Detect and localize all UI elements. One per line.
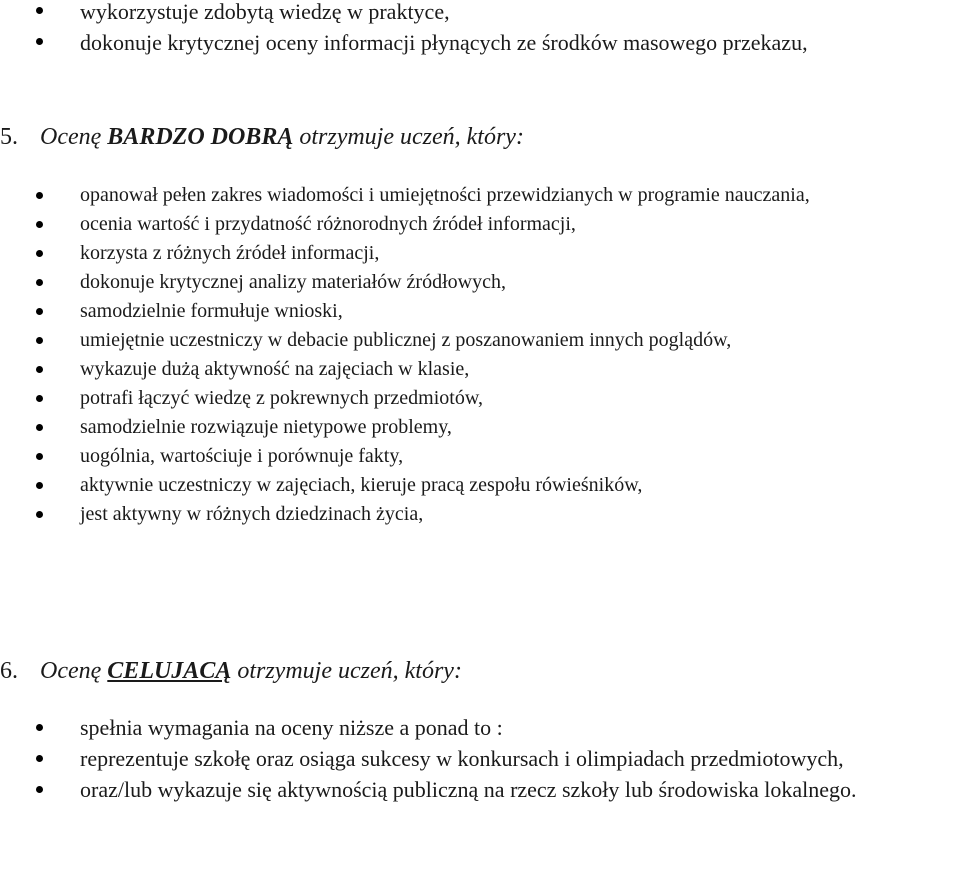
bullet-icon — [36, 511, 43, 518]
list-item — [0, 326, 900, 355]
bullet-icon — [36, 192, 43, 199]
list-item — [0, 239, 900, 268]
list-item-text: wykazuje dużą aktywność na zajęciach w klasie, — [80, 358, 470, 380]
list-item-text: wykorzystuje zdobytą wiedzę w praktyce, — [80, 0, 450, 24]
list-item-text: aktywnie uczestniczy w zajęciach, kieruje pracą zespołu rówieśników, — [80, 474, 643, 496]
list-item — [0, 355, 900, 384]
list-item-text: potrafi łączyć wiedzę z pokrewnych przedmiotów, — [80, 387, 483, 409]
list-item-text: reprezentuje szkołę oraz osiąga sukcesy w konkursach i olimpiadach przedmiotowych, — [80, 746, 844, 771]
list-item-text: samodzielnie rozwiązuje nietypowe problemy, — [80, 416, 452, 438]
bullet-icon — [36, 38, 43, 45]
list-item — [0, 0, 960, 27]
list-item — [0, 413, 900, 442]
list-item — [0, 27, 960, 58]
list-item-text: ocenia wartość i przydatność różnorodnych źródeł informacji, — [80, 213, 576, 235]
bullet-icon — [36, 482, 43, 489]
list-item-text: samodzielnie formułuje wnioski, — [80, 300, 343, 322]
bullet-icon — [36, 724, 43, 731]
list-item-text: dokonuje krytycznej analizy materiałów źródłowych, — [80, 271, 506, 293]
list-item-text: spełnia wymagania na oceny niższe a ponad to : — [80, 715, 503, 740]
list-item-text: korzysta z różnych źródeł informacji, — [80, 242, 380, 264]
section-5-heading — [0, 122, 524, 152]
list-item — [0, 181, 900, 210]
list-item — [0, 268, 900, 297]
heading-intro: Ocenę — [40, 658, 108, 684]
section-number: 6. — [0, 658, 18, 684]
bullet-icon — [36, 337, 43, 344]
bullet-icon — [36, 279, 43, 286]
bullet-icon — [36, 755, 43, 762]
list-item — [0, 210, 900, 239]
bullet-icon — [36, 221, 43, 228]
section-6-heading — [0, 656, 462, 686]
heading-outro: otrzymuje uczeń, który: — [231, 658, 462, 684]
bullet-icon — [36, 7, 43, 14]
list-item — [0, 774, 940, 805]
bullet-icon — [36, 453, 43, 460]
list-item-text: oraz/lub wykazuje się aktywnością publiczną na rzecz szkoły lub środowiska lokalnego. — [80, 777, 857, 802]
section-6-list — [0, 712, 940, 805]
top-bullet-list — [0, 0, 960, 58]
heading-outro: otrzymuje uczeń, który: — [293, 124, 524, 150]
section-number: 5. — [0, 124, 18, 150]
list-item — [0, 500, 900, 529]
list-item-text: jest aktywny w różnych dziedzinach życia, — [80, 503, 424, 525]
grade-label: CELUJACĄ — [107, 658, 232, 684]
bullet-icon — [36, 308, 43, 315]
list-item-text: dokonuje krytycznej oceny informacji płynących ze środków masowego przekazu, — [80, 30, 808, 55]
bullet-icon — [36, 424, 43, 431]
bullet-icon — [36, 786, 43, 793]
list-item — [0, 471, 900, 500]
list-item — [0, 384, 900, 413]
list-item — [0, 712, 940, 743]
bullet-icon — [36, 366, 43, 373]
list-item-text: umiejętnie uczestniczy w debacie publicznej z poszanowaniem innych poglądów, — [80, 329, 732, 351]
bullet-icon — [36, 395, 43, 402]
list-item-text: uogólnia, wartościuje i porównuje fakty, — [80, 445, 404, 467]
heading-intro: Ocenę — [40, 124, 108, 150]
list-item — [0, 297, 900, 326]
grade-label: BARDZO DOBRĄ — [107, 124, 294, 150]
bullet-icon — [36, 250, 43, 257]
list-item — [0, 743, 940, 774]
list-item — [0, 442, 900, 471]
list-item-text: opanował pełen zakres wiadomości i umiejętności przewidzianych w programie nauczania, — [80, 184, 810, 206]
section-5-list — [0, 181, 900, 529]
